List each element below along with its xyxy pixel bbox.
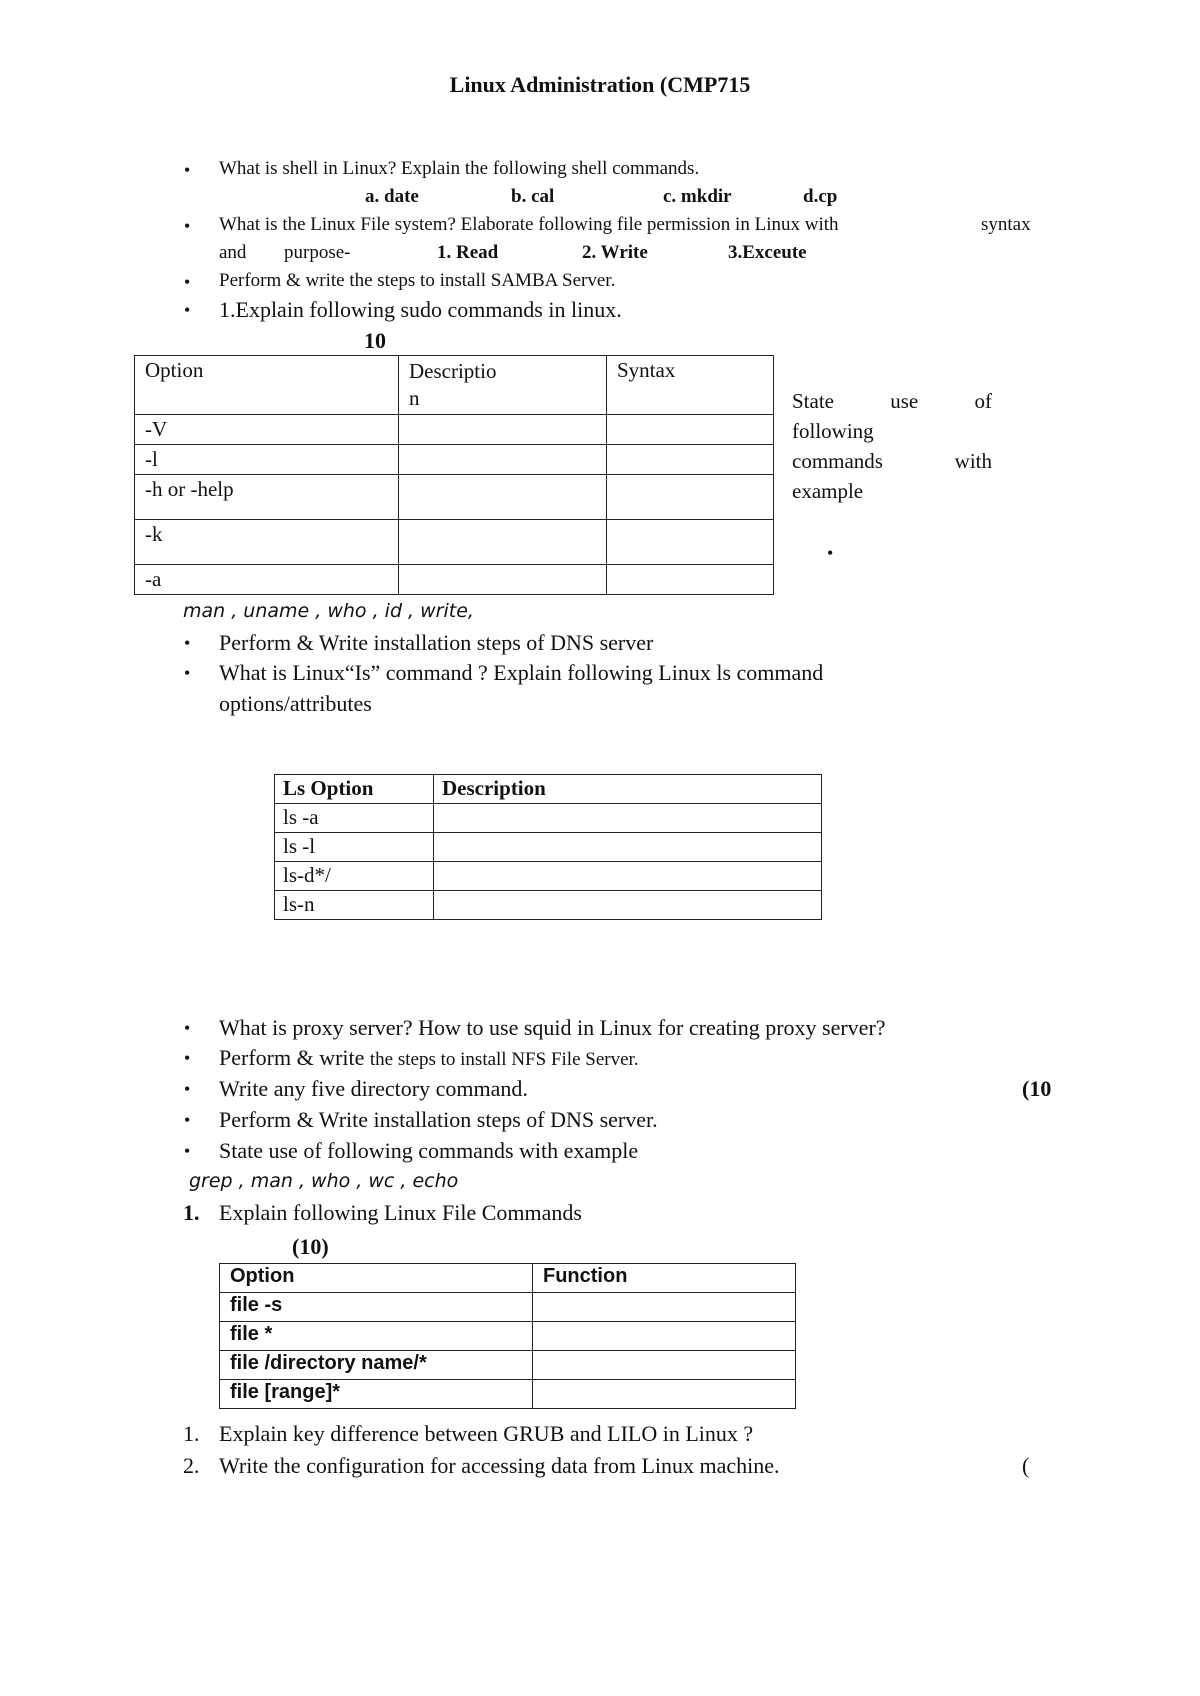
table-header: Ls Option (275, 775, 434, 804)
bullet: • (184, 1048, 191, 1068)
marks-10: 10 (364, 328, 386, 353)
bullet: • (184, 633, 191, 653)
question-number: 1. (183, 1200, 200, 1225)
bullet: • (184, 1079, 191, 1099)
commands-list-1: man , uname , who , id , write, (183, 600, 474, 622)
table-row (135, 520, 774, 565)
sudo-options-table (134, 355, 774, 595)
bullet: • (184, 1110, 191, 1130)
table-row (275, 833, 822, 862)
table-header: Function (533, 1264, 796, 1293)
bullet: • (827, 543, 834, 563)
side-note (792, 386, 992, 506)
side-word: with (954, 449, 992, 473)
file-commands-table (219, 1263, 796, 1409)
table-cell: -V (135, 415, 399, 445)
table-cell: file /directory name/* (220, 1351, 533, 1380)
question-sudo: 1.Explain following sudo commands in linux. (219, 297, 622, 322)
table-row (135, 445, 774, 475)
commands-list-2: grep , man , who , wc , echo (189, 1170, 459, 1192)
table-row (275, 891, 822, 920)
question-nfs (219, 1045, 639, 1071)
table-row (220, 1322, 796, 1351)
bullet: • (184, 216, 191, 236)
table-cell: file * (220, 1322, 533, 1351)
question-number: 2. (183, 1453, 200, 1478)
side-line: example (792, 479, 864, 503)
question-shell: What is shell in Linux? Explain the following shell commands. (219, 158, 700, 179)
question-nfs-a: Perform & write (219, 1045, 365, 1070)
bullet: • (184, 272, 191, 292)
table-cell: -h or -help (135, 475, 399, 520)
question-grub-lilo: Explain key difference between GRUB and LILO in Linux ? (219, 1421, 754, 1446)
table-row (135, 415, 774, 445)
table-header: Option (220, 1264, 533, 1293)
table-cell: ls -l (275, 833, 434, 862)
table-cell: -k (135, 520, 399, 565)
table-cell: ls-d*/ (275, 862, 434, 891)
question-directory: Write any five directory command. (219, 1076, 528, 1101)
item-read: 1. Read (437, 242, 499, 263)
table-cell: ls -a (275, 804, 434, 833)
table-row (135, 475, 774, 520)
side-word: commands (792, 449, 883, 473)
ls-options-table (274, 774, 822, 920)
table-row (275, 804, 822, 833)
item-mkdir: c. mkdir (663, 186, 732, 207)
question-config: Write the configuration for accessing data from Linux machine. (219, 1453, 780, 1478)
table-cell: -l (135, 445, 399, 475)
bullet: • (184, 1018, 191, 1038)
table-header: Description (434, 775, 822, 804)
table-cell: file [range]* (220, 1380, 533, 1409)
marks-10c: (10) (292, 1234, 329, 1259)
question-config-end: ( (1022, 1453, 1030, 1478)
side-line: following (792, 419, 874, 443)
table-cell: file -s (220, 1293, 533, 1322)
table-header: Descriptio n (399, 356, 607, 415)
question-filesystem-and: and (219, 242, 247, 263)
table-header-row (275, 775, 822, 804)
marks-10b: (10 (1022, 1076, 1052, 1101)
table-row (275, 862, 822, 891)
bullet: • (184, 1141, 191, 1161)
side-word: use (890, 389, 919, 413)
item-execute: 3.Exceute (728, 242, 807, 263)
question-number: 1. (183, 1421, 200, 1446)
question-ls-cont: options/attributes (219, 691, 372, 716)
question-filesystem-syntax: syntax (981, 214, 1031, 235)
bullet: • (184, 663, 191, 683)
table-header-row (135, 356, 774, 415)
question-dns: Perform & Write installation steps of DNS server (219, 630, 654, 655)
table-row (220, 1351, 796, 1380)
table-cell: ls-n (275, 891, 434, 920)
table-row (135, 565, 774, 595)
side-word: of (974, 389, 992, 413)
table-header-row (220, 1264, 796, 1293)
side-word: State (792, 389, 834, 413)
item-cp: d.cp (803, 186, 838, 207)
table-header: Option (135, 356, 399, 415)
item-date: a. date (365, 186, 419, 207)
question-ls: What is Linux“Is” command ? Explain following Linux ls command (219, 660, 824, 685)
question-dns-2: Perform & Write installation steps of DNS server. (219, 1107, 658, 1132)
question-commands: State use of following commands with example (219, 1138, 639, 1163)
table-row (220, 1293, 796, 1322)
question-filesystem: What is the Linux File system? Elaborate following file permission in Linux with (219, 214, 839, 235)
question-nfs-b: the steps to install NFS File Server. (369, 1049, 639, 1070)
table-cell: -a (135, 565, 399, 595)
table-row (220, 1380, 796, 1409)
bullet: • (184, 160, 191, 180)
bullet: • (184, 300, 191, 320)
question-filesystem-purpose: purpose- (284, 242, 351, 263)
question-file-commands: Explain following Linux File Commands (219, 1200, 582, 1225)
question-samba: Perform & write the steps to install SAMBA Server. (219, 270, 616, 291)
item-write: 2. Write (582, 242, 648, 263)
question-proxy: What is proxy server? How to use squid in Linux for creating proxy server? (219, 1015, 886, 1040)
item-cal: b. cal (511, 186, 555, 207)
page-title: Linux Administration (CMP715 (449, 72, 751, 97)
table-header: Syntax (607, 356, 774, 415)
